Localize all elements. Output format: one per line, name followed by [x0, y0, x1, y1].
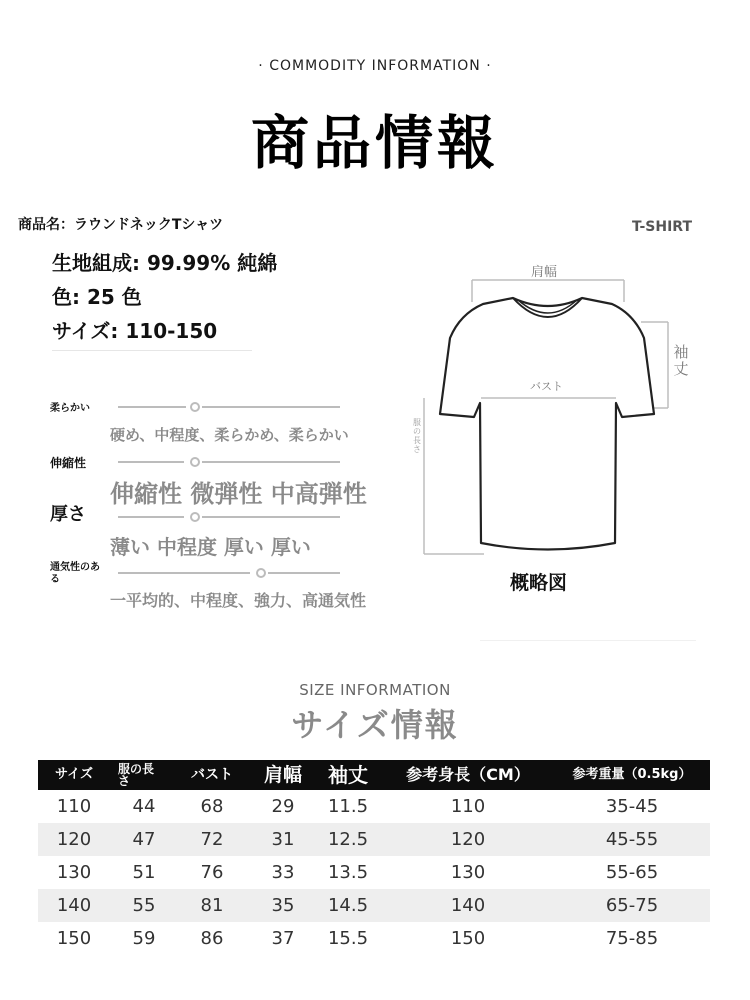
tshirt-diagram: [410, 258, 700, 570]
table-cell: 150: [450, 928, 486, 949]
table-cell: 76: [200, 862, 224, 883]
breathability-label: 通気性のある: [50, 562, 100, 585]
tshirt-label: T-SHIRT: [632, 219, 693, 235]
header-size: サイズ: [55, 767, 93, 782]
breathability-scale: [118, 568, 340, 578]
thickness-values: 薄い 中程度 厚い 厚い: [110, 535, 311, 559]
table-cell: 13.5: [327, 862, 369, 883]
header-weight: 参考重量（0.5kg）: [572, 767, 692, 782]
table-cell: 37: [271, 928, 295, 949]
page-title: 商品情報: [250, 109, 499, 177]
table-cell: 55: [132, 895, 156, 916]
header-height: 参考身長（CM）: [406, 765, 530, 784]
softness-values: 硬め、中程度、柔らかめ、柔らかい: [110, 426, 349, 444]
table-row: [38, 790, 710, 823]
size-information-title: SIZE INFORMATION: [299, 681, 451, 699]
table-cell: 68: [200, 796, 224, 817]
size-table-header: [38, 760, 710, 790]
product-name: 商品名：ラウンドネックTシャツ: [18, 217, 224, 233]
table-cell: 130: [450, 862, 486, 883]
table-cell: 65-75: [605, 895, 659, 916]
table-cell: 110: [56, 796, 92, 817]
thickness-label: 厚さ: [50, 504, 86, 525]
table-cell: 47: [132, 829, 156, 850]
breathability-values: 一平均的、中程度、強力、高通気性: [110, 591, 367, 610]
table-row: [38, 856, 710, 889]
elasticity-label: 伸縮性: [50, 456, 87, 470]
product-sizes: サイズ: 110-150: [52, 319, 218, 343]
table-cell: 81: [200, 895, 224, 916]
table-cell: 110: [450, 796, 486, 817]
product-color: 色: 25 色: [52, 285, 142, 309]
table-cell: 14.5: [327, 895, 369, 916]
table-cell: 140: [450, 895, 486, 916]
product-material: 生地組成: 99.99% 純綿: [52, 251, 278, 275]
size-table-body: [38, 790, 710, 955]
table-cell: 33: [271, 862, 295, 883]
header-length: 服の長さ: [118, 762, 155, 788]
header-bust: バスト: [191, 767, 233, 783]
table-cell: 11.5: [327, 796, 369, 817]
table-cell: 120: [450, 829, 486, 850]
table-row: [38, 889, 710, 922]
table-cell: 15.5: [327, 928, 369, 949]
section-divider: [480, 640, 696, 641]
header-shoulder: 肩幅: [263, 764, 302, 786]
table-cell: 55-65: [605, 862, 659, 883]
diagram-caption: 概略図: [510, 572, 568, 594]
table-cell: 12.5: [327, 829, 369, 850]
table-row: [38, 922, 710, 955]
bust-label: バスト: [530, 380, 563, 393]
table-cell: 120: [56, 829, 92, 850]
header-sleeve: 袖丈: [328, 763, 368, 787]
elasticity-values: 伸縮性 微弾性 中高弾性: [110, 480, 367, 508]
table-cell: 72: [200, 829, 224, 850]
table-cell: 150: [56, 928, 92, 949]
table-cell: 86: [200, 928, 224, 949]
table-cell: 35: [271, 895, 295, 916]
commodity-information-subtitle: · COMMODITY INFORMATION ·: [258, 58, 492, 74]
table-cell: 51: [132, 862, 156, 883]
table-cell: 75-85: [605, 928, 659, 949]
elasticity-scale: [118, 457, 340, 467]
table-cell: 130: [56, 862, 92, 883]
table-cell: 140: [56, 895, 92, 916]
spec-divider: [52, 350, 252, 351]
table-cell: 29: [271, 796, 295, 817]
table-cell: 31: [271, 829, 295, 850]
sleeve-label: 袖丈: [673, 343, 689, 378]
softness-label: 柔らかい: [50, 403, 90, 414]
thickness-scale: [118, 512, 340, 522]
table-cell: 45-55: [605, 829, 659, 850]
table-cell: 35-45: [605, 796, 659, 817]
table-row: [38, 823, 710, 856]
table-cell: 44: [132, 796, 156, 817]
shoulder-label: 肩幅: [531, 265, 558, 280]
length-label: 服の長さ: [413, 418, 421, 454]
size-table: [38, 760, 710, 955]
table-cell: 59: [132, 928, 156, 949]
softness-scale: [118, 402, 340, 412]
size-title-jp: サイズ情報: [291, 706, 459, 744]
